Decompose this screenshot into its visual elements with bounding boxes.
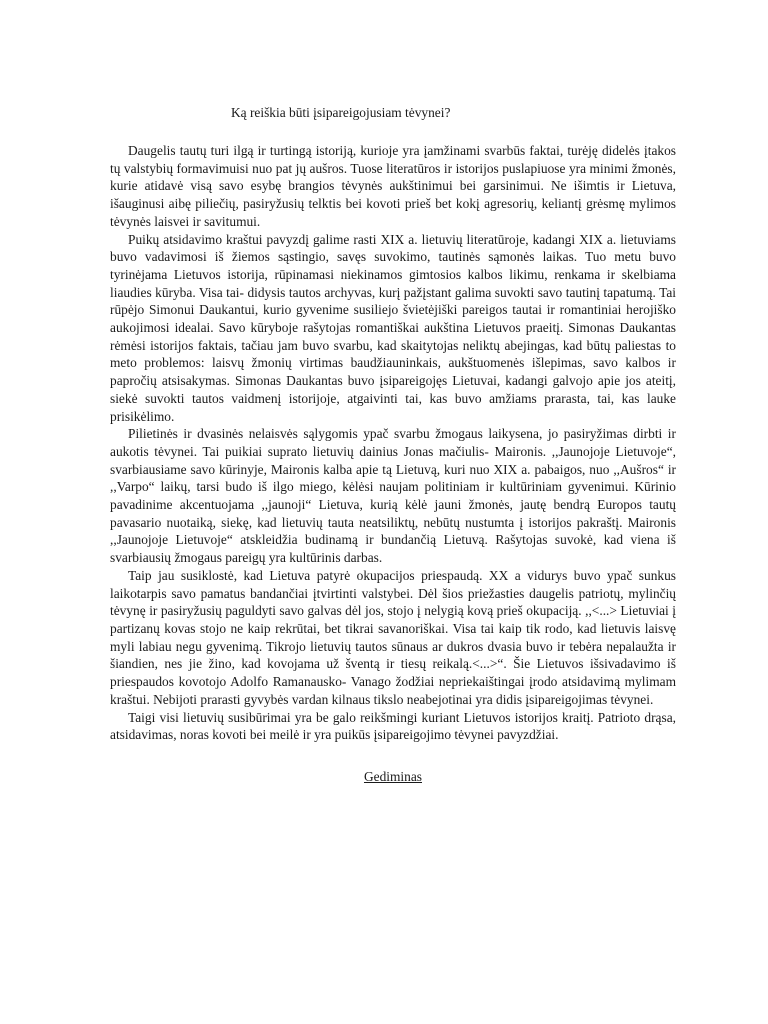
author-signature: Gediminas xyxy=(363,768,422,784)
paragraph-5: Taigi visi lietuvių susibūrimai yra be galo reikšmingi kuriant Lietuvos istorijos kraitį. Patrioto drąsa, atsidavimas, noras kovoti bei meilė ir yra puikūs įsipareigojimo tėvynei pavyzdžiai. xyxy=(110,709,676,743)
document-page xyxy=(110,104,676,786)
paragraph-3: Pilietinės ir dvasinės nelaisvės sąlygomis ypač svarbu žmogaus laikysena, jo pasiryžimas dirbti ir aukotis tėvynei. Tai puikiai suprato lietuvių dainius Jonas mačiulis- Maironis. ,,Jaunojoje Lietuvoje“, svarbiausiame savo kūrinyje, Maironis kalba apie tą Lietuvą, kuri nuo XIX a. pabaigos, nuo ,,Aušros“ ir ,,Varpo“ laikų, tarsi budo iš ilgo miego, kėlėsi naujam politiniam ir kultūriniam gyvenimui. Kūrinio pavadinime akcentuojama ,,jaunoji“ Lietuva, kurią kėlė jauni žmonės, jautę bendrą Europos tautų pavasario nuotaiką, siekę, kad lietuvių tauta neatsiliktų, nebūtų nustumta į istorijos pakraštį. Maironis ,,Jaunojoje Lietuvoje“ atskleidžia budinamą ir bundančią Lietuvą. Rašytojas suvokė, kad viena iš svarbiausių žmogaus pareigų yra kultūrinis darbas. xyxy=(110,426,676,566)
essay-title: Ką reiškia būti įsipareigojusiam tėvynei? xyxy=(231,105,451,120)
paragraph-1: Daugelis tautų turi ilgą ir turtingą istoriją, kurioje yra įamžinami svarbūs faktai, turėję didelės įtakos tų valstybių formavimuisi nuo pat jų aušros. Tuose literatūros ir istorijos puslapiuose yra minimi žmonės, kurie atidavė visą savo esybę brangios tėvynės aukštinimui bei garsinimui. Ne išimtis ir Lietuva, išauginusi aibę piliečių, pasiryžusių telktis bei kovoti prieš bet kokį agresorių, keliantį grėsmę mylimos tėvynės laisvei ir savitumui. xyxy=(110,143,676,229)
paragraph-2: Puikų atsidavimo kraštui pavyzdį galime rasti XIX a. lietuvių literatūroje, kadangi XIX a. lietuviams buvo vadavimosi iš žiemos sąstingio, savęs suvokimo, tautinės sąmonės laikas. Tuo metu buvo tyrinėjama Lietuvos istorija, rūpinamasi niekinamos gimtosios kalbos likimu, renkama ir skelbiama liaudies kūryba. Visa tai- didysis tautos archyvas, kurį pažįstant galima suvokti savo tautinį tapatumą. Tai rūpėjo Simonui Daukantui, kurio gyvenime susiliejo švietėjiški pareigos tautai ir romantiniai herojiško aukojimosi idealai. Savo kūryboje rašytojas romantiškai aukština Lietuvos praeitį. Simonas Daukantas rėmėsi istorijos faktais, tačiau jam buvo svarbu, kad skaitytojas neliktų abejingas, kad būtų paliestas to meto problemos: laisvų žmonių virtimas baudžiauninkais, aukštuomenės išlepimas, savo kalbos ir papročių atsisakymas. Simonas Daukantas buvo įsipareigojęs Lietuvai, kadangi galvojo apie jos ateitį, siekė suvokti tautos vaidmenį istorijoje, atgaivinti tai, kas buvo amžiams prarasta, tai, kas lauke prisikėlimo. xyxy=(110,231,676,424)
paragraph-4: Taip jau susiklostė, kad Lietuva patyrė okupacijos priespaudą. XX a vidurys buvo ypač sunkus laikotarpis savo pamatus bandančiai įtvirtinti valstybei. Dėl šios priežasties daugelis patriotų, mylinčių tėvynę ir pasiryžusių paguldyti savo galvas dėl jos, stojo į nelygią kovą prieš okupaciją. ,,<...> Lietuviai į partizanų kovas stojo ne kaip rekrūtai, bet tikrai savanoriškai. Visa tai kaip tik rodo, kad lietuvis laisvę myli labiau negu gyvenimą. Tikrojo lietuvių tautos sūnaus ar dukros dvasia buvo ir tebėra nepalaužta ir šiandien, nes jie žino, kad kovojama už šventą ir tiesų reikalą.<...>“. Šie Lietuvos išsivadavimo iš priespaudos kovotojo Adolfo Ramanausko- Vanago žodžiai nepriekaištingai įrodo atsidavimą mylimam kraštui. Nebijoti prarasti gyvybės vardan kilnaus tikslo neabejotinai yra didis įsipareigojimas tėvynei. xyxy=(110,567,676,707)
essay-body xyxy=(110,142,676,744)
